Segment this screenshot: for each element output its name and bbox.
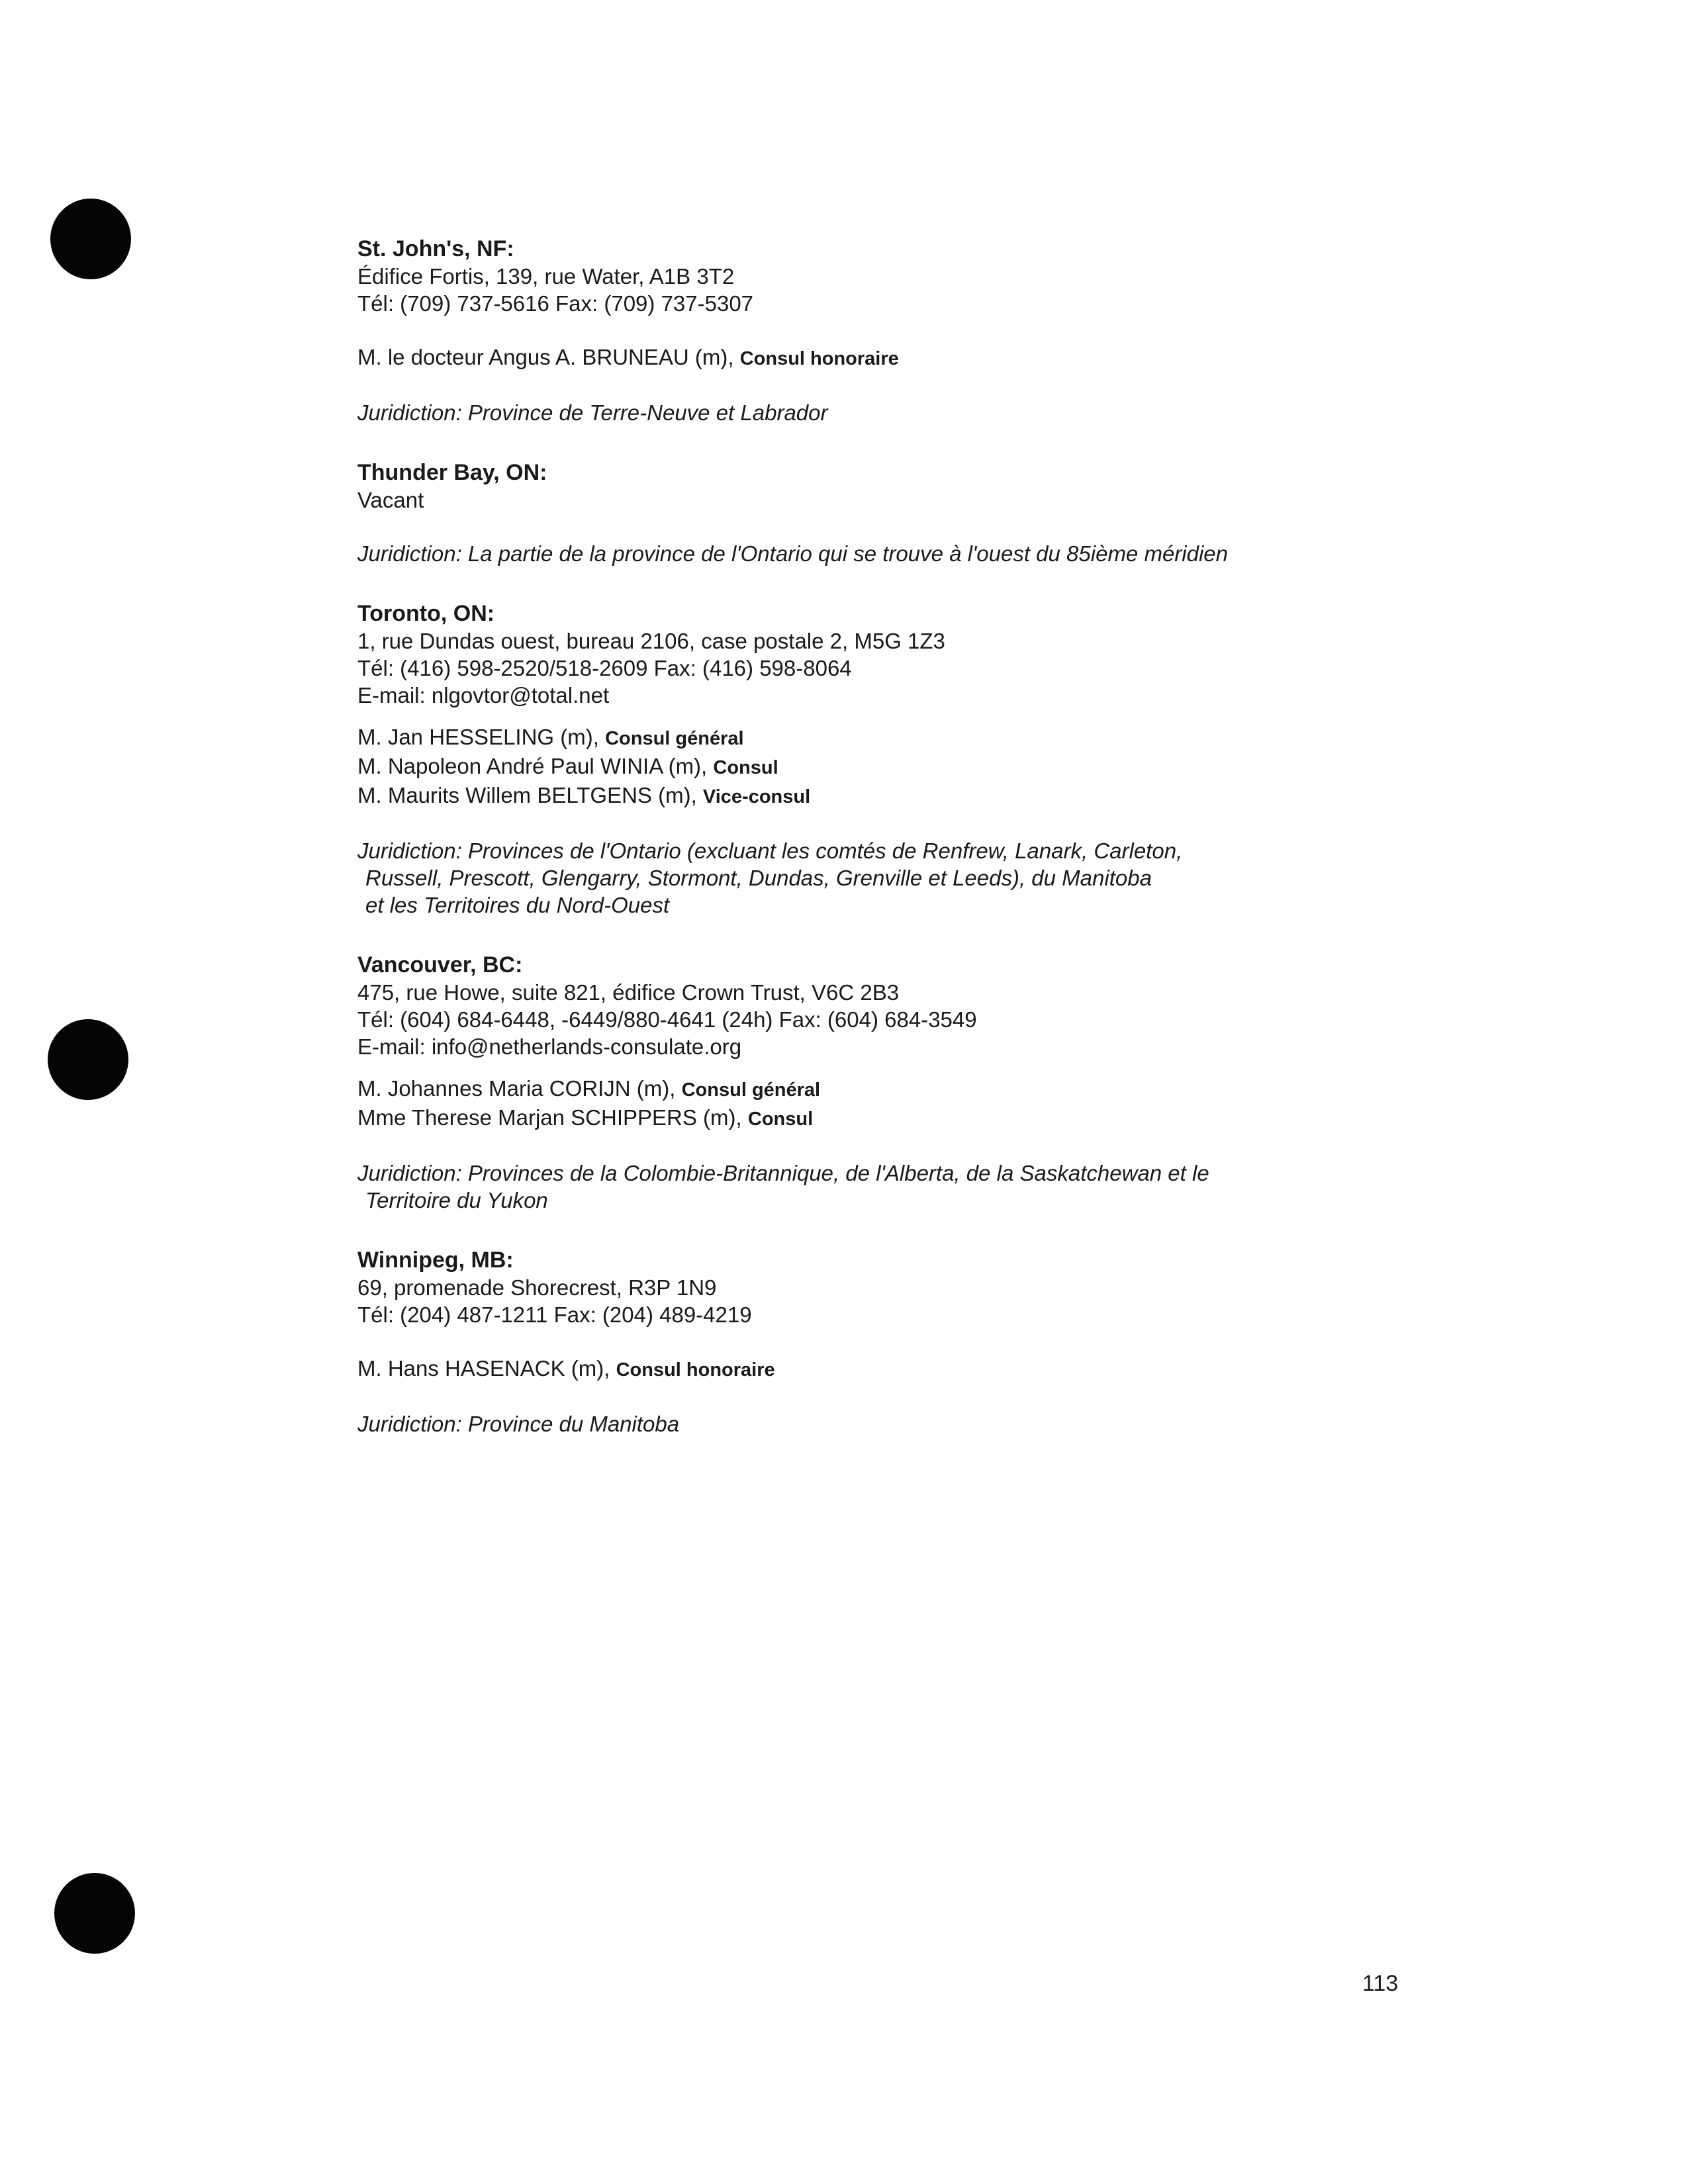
official-name: M. Johannes Maria CORIJN (m), bbox=[357, 1076, 676, 1101]
email-line: E-mail: nlgovtor@total.net bbox=[357, 683, 610, 707]
jurisdiction-text: Provinces de l'Ontario (excluant les comtés de Renfrew, Lanark, Carleton, bbox=[467, 839, 1183, 863]
entry-thunder-bay bbox=[357, 459, 1443, 567]
official-title: Consul bbox=[713, 757, 778, 778]
official-line bbox=[357, 1075, 1443, 1104]
address-line: Vacant bbox=[357, 488, 424, 512]
official-name: M. Jan HESSELING (m), bbox=[357, 725, 599, 749]
official-line bbox=[357, 343, 1443, 373]
official-line bbox=[357, 1104, 1443, 1133]
official-title: Consul honoraire bbox=[739, 348, 899, 369]
official-name: M. Hans HASENACK (m), bbox=[357, 1356, 610, 1381]
jurisdiction-text: La partie de la province de l'Ontario qui se trouve à l'ouest du 85ième méridien bbox=[467, 541, 1229, 566]
jurisdiction-text: Province du Manitoba bbox=[467, 1412, 680, 1436]
phone-line: Tél: (204) 487-1211 Fax: (204) 489-4219 bbox=[357, 1302, 752, 1327]
city-heading: Vancouver, BC: bbox=[357, 952, 523, 978]
jurisdiction-label: Juridiction: bbox=[357, 1412, 462, 1436]
consulate-listing bbox=[357, 236, 1443, 1437]
phone-line: Tél: (416) 598-2520/518-2609 Fax: (416) 598-8064 bbox=[357, 656, 852, 680]
entry-winnipeg bbox=[357, 1247, 1443, 1437]
jurisdiction-label: Juridiction: bbox=[357, 400, 462, 425]
address-line: 475, rue Howe, suite 821, édifice Crown Trust, V6C 2B3 bbox=[357, 980, 900, 1005]
jurisdiction-text: Russell, Prescott, Glengarry, Stormont, Dundas, Grenville et Leeds), du Manitoba bbox=[365, 866, 1152, 890]
entry-vancouver bbox=[357, 952, 1443, 1214]
page-number: 113 bbox=[1362, 1971, 1399, 1996]
city-heading: Winnipeg, MB: bbox=[357, 1248, 514, 1273]
jurisdiction bbox=[357, 399, 1443, 426]
jurisdiction-label: Juridiction: bbox=[357, 541, 462, 566]
address-line: 1, rue Dundas ouest, bureau 2106, case postale 2, M5G 1Z3 bbox=[357, 629, 945, 653]
official-name: Mme Therese Marjan SCHIPPERS (m), bbox=[357, 1105, 742, 1130]
official-name: M. Maurits Willem BELTGENS (m), bbox=[357, 783, 697, 807]
address-line: 69, promenade Shorecrest, R3P 1N9 bbox=[357, 1275, 717, 1300]
official-title: Consul honoraire bbox=[616, 1359, 775, 1381]
city-heading: St. John's, NF: bbox=[357, 236, 514, 261]
official-title: Vice-consul bbox=[702, 786, 811, 807]
jurisdiction bbox=[357, 837, 1443, 919]
official-line bbox=[357, 1355, 1443, 1384]
jurisdiction bbox=[357, 1410, 1443, 1437]
official-line bbox=[357, 782, 1443, 811]
jurisdiction-text: Territoire du Yukon bbox=[365, 1188, 548, 1212]
punch-hole-middle bbox=[48, 1019, 128, 1100]
jurisdiction bbox=[357, 1160, 1443, 1214]
official-title: Consul général bbox=[605, 728, 744, 749]
official-name: M. le docteur Angus A. BRUNEAU (m), bbox=[357, 345, 734, 369]
jurisdiction-label: Juridiction: bbox=[357, 839, 462, 863]
phone-line: Tél: (604) 684-6448, -6449/880-4641 (24h) Fax: (604) 684-3549 bbox=[357, 1007, 977, 1032]
city-heading: Thunder Bay, ON: bbox=[357, 460, 547, 485]
jurisdiction-text: Province de Terre-Neuve et Labrador bbox=[467, 400, 828, 425]
address-line: Édifice Fortis, 139, rue Water, A1B 3T2 bbox=[357, 264, 735, 289]
punch-hole-top bbox=[50, 199, 131, 279]
phone-line: Tél: (709) 737-5616 Fax: (709) 737-5307 bbox=[357, 291, 754, 316]
official-title: Consul général bbox=[681, 1079, 821, 1101]
jurisdiction-label: Juridiction: bbox=[357, 1161, 462, 1185]
entry-st-johns bbox=[357, 236, 1443, 426]
jurisdiction bbox=[357, 540, 1443, 567]
official-line bbox=[357, 723, 1443, 752]
punch-hole-bottom bbox=[54, 1873, 135, 1954]
city-heading: Toronto, ON: bbox=[357, 601, 495, 626]
email-line: E-mail: info@netherlands-consulate.org bbox=[357, 1034, 742, 1059]
official-title: Consul bbox=[747, 1109, 814, 1130]
jurisdiction-text: Provinces de la Colombie-Britannique, de l'Alberta, de la Saskatchewan et le bbox=[467, 1161, 1209, 1185]
official-line bbox=[357, 752, 1443, 782]
official-name: M. Napoleon André Paul WINIA (m), bbox=[357, 754, 708, 778]
entry-toronto bbox=[357, 600, 1443, 919]
jurisdiction-text: et les Territoires du Nord-Ouest bbox=[365, 893, 670, 917]
